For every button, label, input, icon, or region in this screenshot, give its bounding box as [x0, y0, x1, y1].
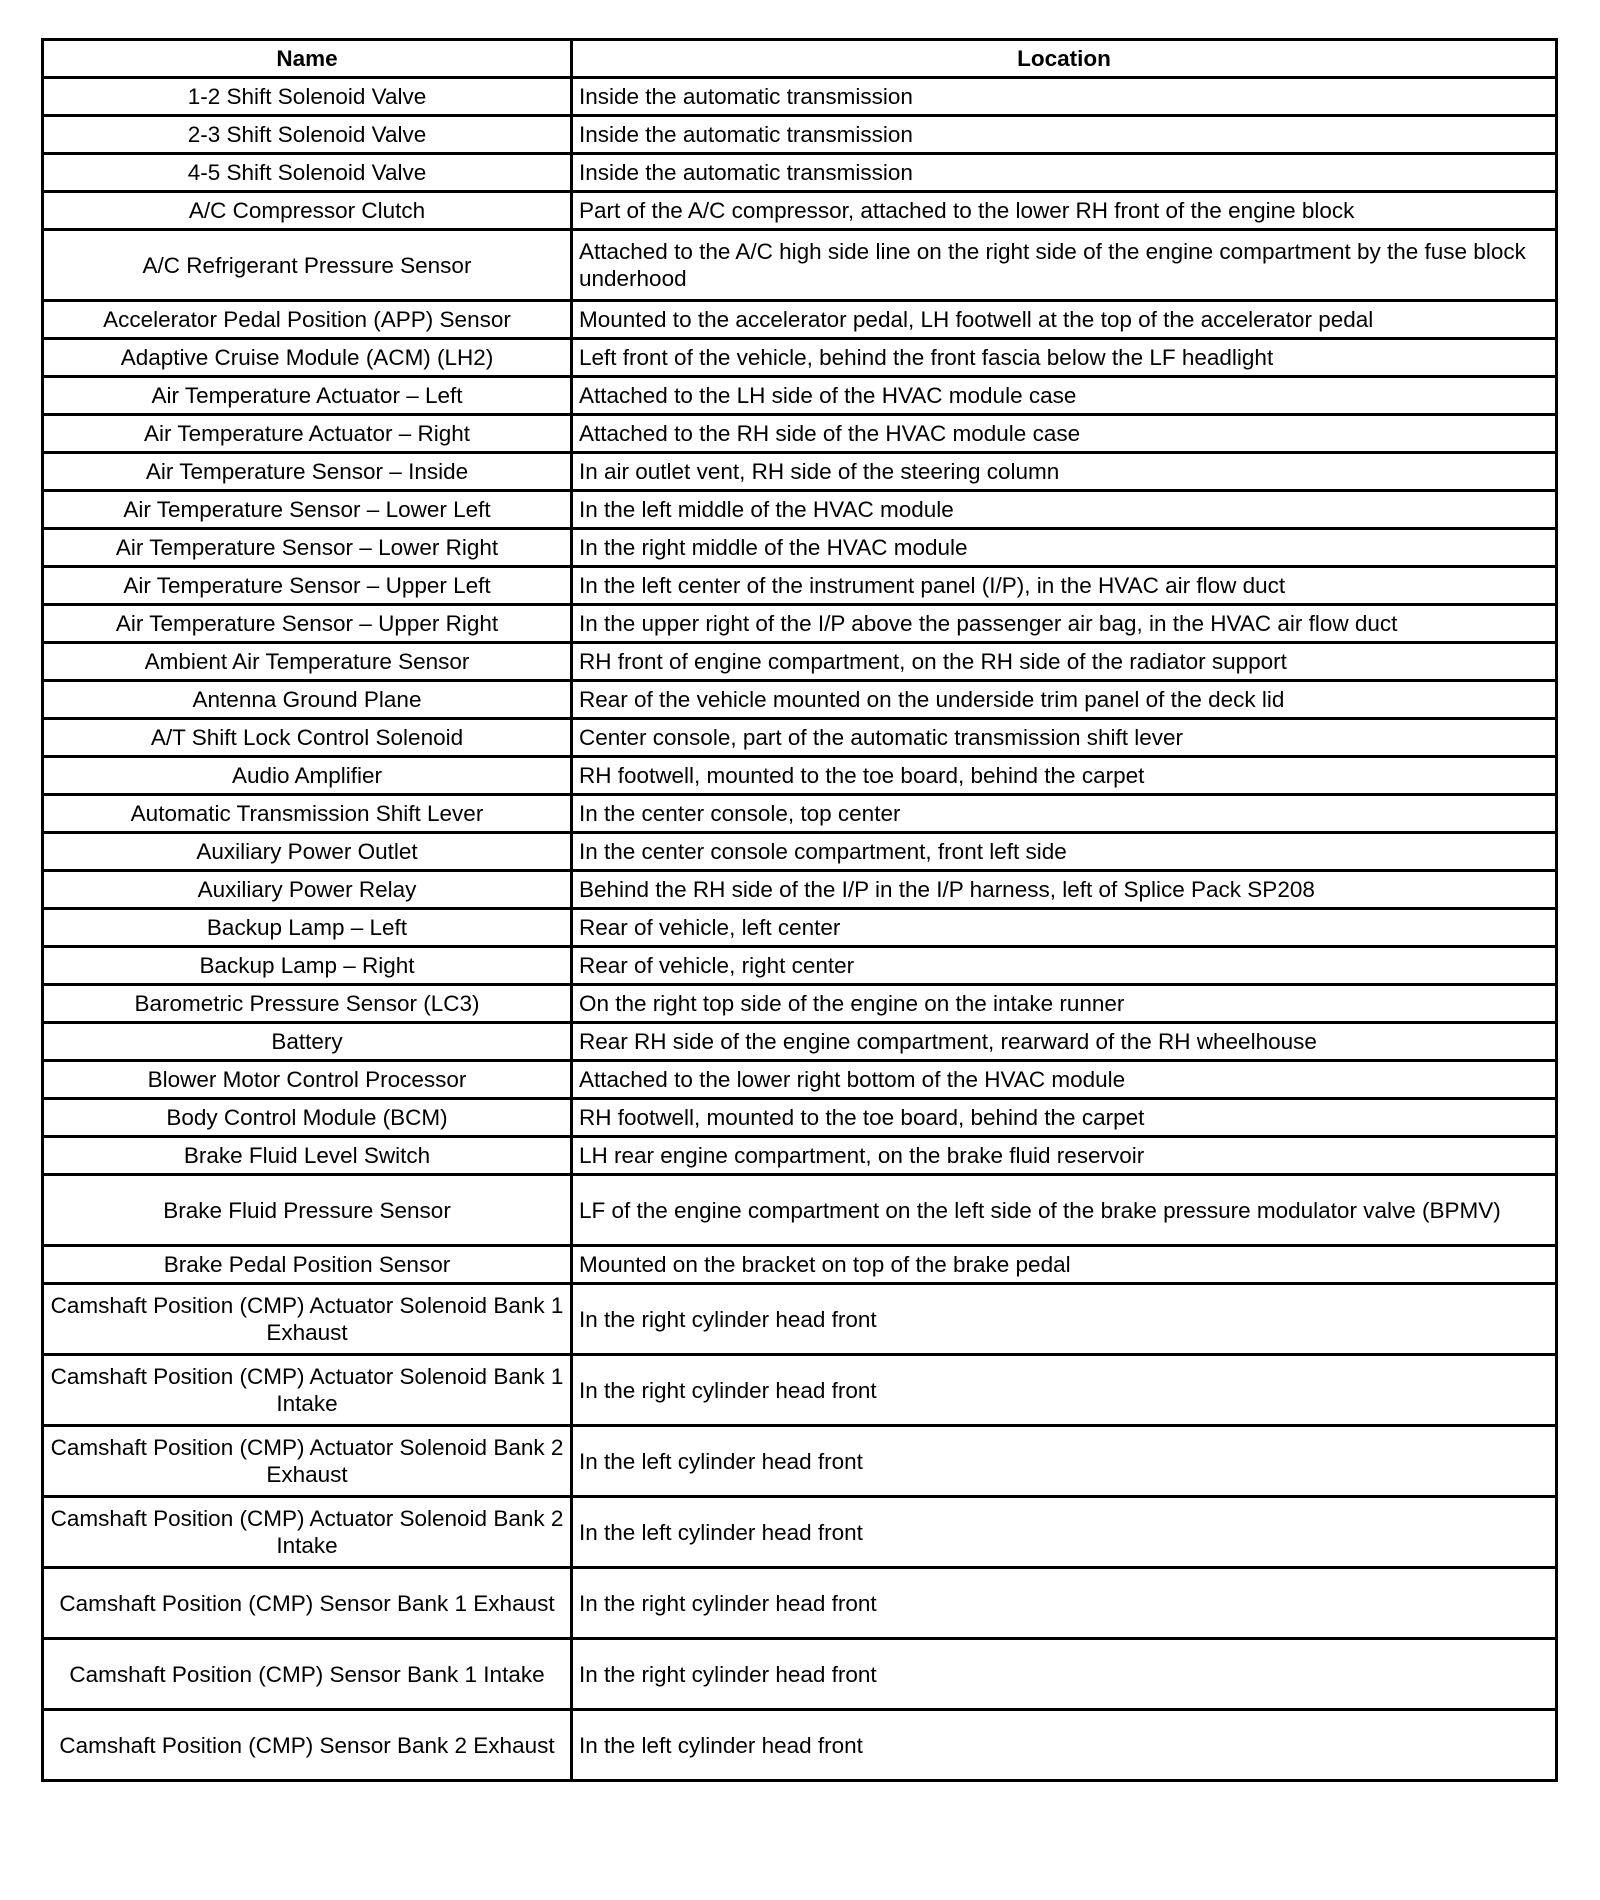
component-location-cell: In the right cylinder head front [572, 1639, 1557, 1710]
component-name-cell: 1-2 Shift Solenoid Valve [43, 78, 572, 116]
table-row [43, 1426, 1557, 1497]
component-name-cell: Adaptive Cruise Module (ACM) (LH2) [43, 339, 572, 377]
component-name-cell: A/C Refrigerant Pressure Sensor [43, 230, 572, 301]
component-name-cell: Antenna Ground Plane [43, 681, 572, 719]
component-name-cell: Camshaft Position (CMP) Actuator Solenoid Bank 1 Exhaust [43, 1284, 572, 1355]
component-name-cell: Ambient Air Temperature Sensor [43, 643, 572, 681]
component-location-cell: In the center console, top center [572, 795, 1557, 833]
component-name-cell: Camshaft Position (CMP) Sensor Bank 2 Exhaust [43, 1710, 572, 1781]
table-row [43, 719, 1557, 757]
table-row [43, 301, 1557, 339]
component-location-cell: Inside the automatic transmission [572, 116, 1557, 154]
component-name-cell: Air Temperature Actuator – Left [43, 377, 572, 415]
table-row [43, 491, 1557, 529]
component-location-cell: In the right cylinder head front [572, 1284, 1557, 1355]
table-row [43, 947, 1557, 985]
table-row [43, 567, 1557, 605]
table-row [43, 230, 1557, 301]
component-location-cell: Inside the automatic transmission [572, 154, 1557, 192]
column-header-name: Name [43, 40, 572, 78]
component-name-cell: Camshaft Position (CMP) Sensor Bank 1 Intake [43, 1639, 572, 1710]
table-row [43, 1246, 1557, 1284]
table-row [43, 415, 1557, 453]
component-name-cell: Accelerator Pedal Position (APP) Sensor [43, 301, 572, 339]
table-row [43, 909, 1557, 947]
component-location-cell: LH rear engine compartment, on the brake fluid reservoir [572, 1137, 1557, 1175]
component-location-cell: RH footwell, mounted to the toe board, behind the carpet [572, 757, 1557, 795]
component-location-cell: In air outlet vent, RH side of the steering column [572, 453, 1557, 491]
component-location-cell: Part of the A/C compressor, attached to the lower RH front of the engine block [572, 192, 1557, 230]
component-name-cell: Brake Fluid Pressure Sensor [43, 1175, 572, 1246]
component-location-cell: Rear of vehicle, right center [572, 947, 1557, 985]
component-name-cell: Camshaft Position (CMP) Actuator Solenoid Bank 2 Intake [43, 1497, 572, 1568]
table-row [43, 1710, 1557, 1781]
component-location-cell: Inside the automatic transmission [572, 78, 1557, 116]
table-row [43, 833, 1557, 871]
component-name-cell: Body Control Module (BCM) [43, 1099, 572, 1137]
component-location-cell: In the left cylinder head front [572, 1497, 1557, 1568]
component-location-cell: Center console, part of the automatic transmission shift lever [572, 719, 1557, 757]
table-row [43, 681, 1557, 719]
table-row [43, 154, 1557, 192]
component-name-cell: 2-3 Shift Solenoid Valve [43, 116, 572, 154]
table-row [43, 1023, 1557, 1061]
component-name-cell: Camshaft Position (CMP) Actuator Solenoid Bank 1 Intake [43, 1355, 572, 1426]
component-location-cell: Attached to the LH side of the HVAC module case [572, 377, 1557, 415]
component-location-cell: In the left center of the instrument panel (I/P), in the HVAC air flow duct [572, 567, 1557, 605]
table-row [43, 78, 1557, 116]
table-row [43, 757, 1557, 795]
table-row [43, 871, 1557, 909]
component-name-cell: Air Temperature Sensor – Upper Right [43, 605, 572, 643]
component-name-cell: Auxiliary Power Outlet [43, 833, 572, 871]
table-row [43, 605, 1557, 643]
component-name-cell: Blower Motor Control Processor [43, 1061, 572, 1099]
component-location-cell: In the upper right of the I/P above the passenger air bag, in the HVAC air flow duct [572, 605, 1557, 643]
table-row [43, 1639, 1557, 1710]
component-name-cell: Air Temperature Sensor – Lower Right [43, 529, 572, 567]
component-location-cell: Attached to the A/C high side line on the right side of the engine compartment by the fuse block underhood [572, 230, 1557, 301]
component-name-cell: Brake Fluid Level Switch [43, 1137, 572, 1175]
table-row [43, 529, 1557, 567]
component-location-cell: Rear of the vehicle mounted on the underside trim panel of the deck lid [572, 681, 1557, 719]
table-row [43, 377, 1557, 415]
component-location-table [41, 38, 1558, 1782]
table-header [43, 40, 1557, 78]
component-location-cell: In the left cylinder head front [572, 1426, 1557, 1497]
component-location-cell: Rear of vehicle, left center [572, 909, 1557, 947]
component-name-cell: Air Temperature Sensor – Lower Left [43, 491, 572, 529]
component-location-cell: Behind the RH side of the I/P in the I/P harness, left of Splice Pack SP208 [572, 871, 1557, 909]
component-name-cell: Air Temperature Sensor – Inside [43, 453, 572, 491]
component-location-cell: Mounted on the bracket on top of the brake pedal [572, 1246, 1557, 1284]
component-name-cell: Camshaft Position (CMP) Sensor Bank 1 Exhaust [43, 1568, 572, 1639]
component-location-cell: RH front of engine compartment, on the RH side of the radiator support [572, 643, 1557, 681]
component-location-cell: Attached to the RH side of the HVAC module case [572, 415, 1557, 453]
table-row [43, 453, 1557, 491]
component-name-cell: Auxiliary Power Relay [43, 871, 572, 909]
component-name-cell: Air Temperature Sensor – Upper Left [43, 567, 572, 605]
component-location-cell: RH footwell, mounted to the toe board, behind the carpet [572, 1099, 1557, 1137]
component-location-cell: In the left middle of the HVAC module [572, 491, 1557, 529]
component-location-cell: In the right cylinder head front [572, 1355, 1557, 1426]
component-location-cell: Left front of the vehicle, behind the front fascia below the LF headlight [572, 339, 1557, 377]
component-name-cell: Air Temperature Actuator – Right [43, 415, 572, 453]
table-row [43, 1355, 1557, 1426]
column-header-location: Location [572, 40, 1557, 78]
table-row [43, 1137, 1557, 1175]
component-name-cell: Audio Amplifier [43, 757, 572, 795]
table-row [43, 1099, 1557, 1137]
table-row [43, 1175, 1557, 1246]
table-row [43, 339, 1557, 377]
table-row [43, 116, 1557, 154]
table-row [43, 1568, 1557, 1639]
component-name-cell: Battery [43, 1023, 572, 1061]
table-body [43, 78, 1557, 1781]
component-name-cell: Barometric Pressure Sensor (LC3) [43, 985, 572, 1023]
component-location-cell: In the left cylinder head front [572, 1710, 1557, 1781]
table-row [43, 192, 1557, 230]
table-row [43, 795, 1557, 833]
table-row [43, 985, 1557, 1023]
component-location-cell: LF of the engine compartment on the left side of the brake pressure modulator valve (BPMV) [572, 1175, 1557, 1246]
table-row [43, 1061, 1557, 1099]
component-name-cell: Backup Lamp – Left [43, 909, 572, 947]
component-location-cell: In the right middle of the HVAC module [572, 529, 1557, 567]
component-name-cell: Backup Lamp – Right [43, 947, 572, 985]
component-name-cell: A/T Shift Lock Control Solenoid [43, 719, 572, 757]
component-location-cell: Attached to the lower right bottom of the HVAC module [572, 1061, 1557, 1099]
component-name-cell: A/C Compressor Clutch [43, 192, 572, 230]
component-name-cell: Automatic Transmission Shift Lever [43, 795, 572, 833]
component-location-cell: In the right cylinder head front [572, 1568, 1557, 1639]
component-locator-document [41, 38, 1555, 1782]
table-row [43, 643, 1557, 681]
component-name-cell: 4-5 Shift Solenoid Valve [43, 154, 572, 192]
component-location-cell: Mounted to the accelerator pedal, LH footwell at the top of the accelerator pedal [572, 301, 1557, 339]
table-row [43, 1497, 1557, 1568]
component-location-cell: On the right top side of the engine on the intake runner [572, 985, 1557, 1023]
component-name-cell: Brake Pedal Position Sensor [43, 1246, 572, 1284]
component-name-cell: Camshaft Position (CMP) Actuator Solenoid Bank 2 Exhaust [43, 1426, 572, 1497]
header-row [43, 40, 1557, 78]
component-location-cell: Rear RH side of the engine compartment, rearward of the RH wheelhouse [572, 1023, 1557, 1061]
table-row [43, 1284, 1557, 1355]
component-location-cell: In the center console compartment, front left side [572, 833, 1557, 871]
